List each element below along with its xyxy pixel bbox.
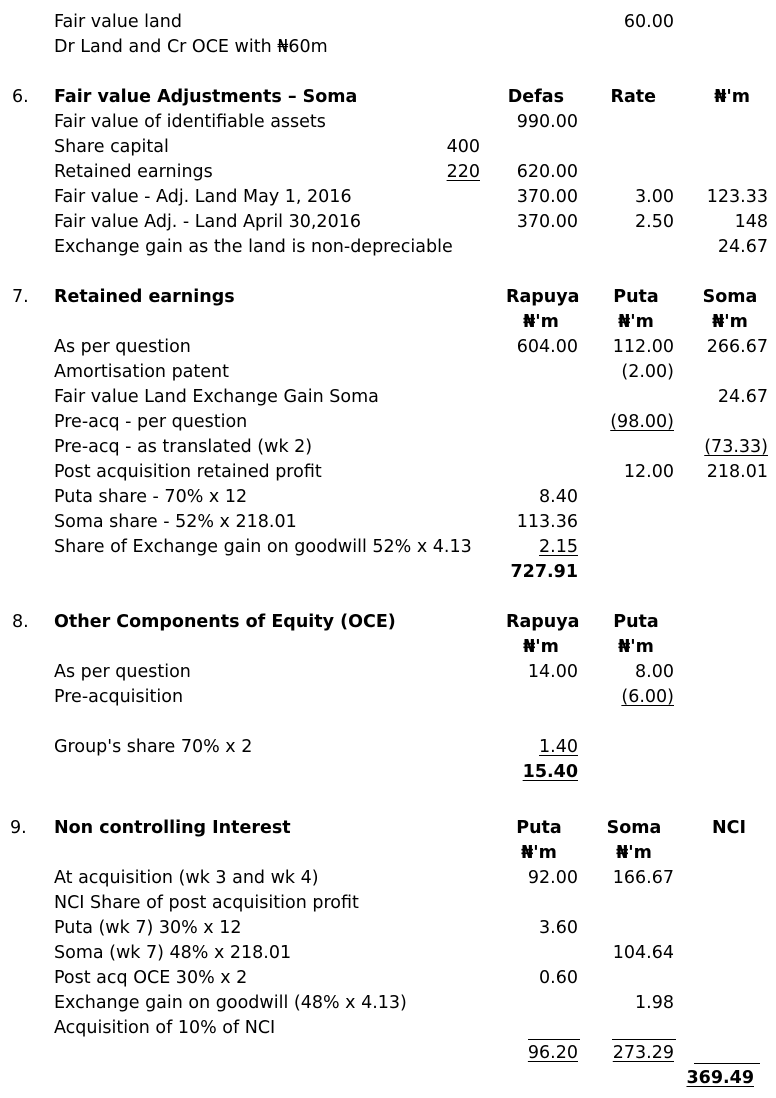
s9-row-label: Acquisition of 10% of NCI: [54, 1018, 276, 1038]
s9-total-soma: 273.29: [612, 1043, 674, 1063]
s6-row-label: Fair value Adj. - Land April 30,2016: [54, 212, 361, 232]
s7-unit-puta: ₦'m: [618, 312, 654, 332]
s6-head-rate: Rate: [610, 87, 656, 107]
s7-row-label: Amortisation patent: [54, 362, 229, 382]
section-6-title: Fair value Adjustments – Soma: [54, 87, 358, 107]
s6-row-label: Exchange gain as the land is non-depreciable: [54, 237, 453, 257]
s7-row-label: Post acquisition retained profit: [54, 462, 322, 482]
s9-head-puta: Puta: [516, 818, 562, 838]
s6-row-nm: 24.67: [717, 237, 768, 257]
s8-row-label: As per question: [54, 662, 191, 682]
s7-row-rapuya: 2.15: [539, 537, 578, 557]
s6-row-label: Retained earnings: [54, 162, 213, 182]
s7-row-soma: (73.33): [704, 437, 768, 457]
s9-unit-soma: ₦'m: [616, 843, 652, 863]
s6-row-defas: 370.00: [516, 187, 578, 207]
fair-value-land-label: Fair value land: [54, 12, 182, 32]
s7-row-label: Share of Exchange gain on goodwill 52% x 4.13: [54, 537, 472, 557]
s8-row-puta: 8.00: [635, 662, 674, 682]
s9-head-nci: NCI: [711, 818, 746, 838]
s7-head-puta: Puta: [613, 287, 659, 307]
s8-total: 15.40: [522, 762, 578, 782]
s9-row-label: Exchange gain on goodwill (48% x 4.13): [54, 993, 407, 1013]
s8-row-label: Group's share 70% x 2: [54, 737, 253, 757]
s9-row-soma: 166.67: [612, 868, 674, 888]
s7-row-rapuya: 113.36: [516, 512, 578, 532]
s6-row-label: Fair value - Adj. Land May 1, 2016: [54, 187, 352, 207]
s8-row-rapuya: 14.00: [527, 662, 578, 682]
s9-total-nci: 369.49: [686, 1068, 754, 1088]
section-9-title: Non controlling Interest: [54, 818, 291, 838]
s7-row-puta: 12.00: [623, 462, 674, 482]
s6-row-sub: 220: [446, 162, 480, 182]
s7-row-rapuya: 604.00: [516, 337, 578, 357]
section-6-number: 6.: [12, 87, 29, 107]
s6-head-nm: ₦'m: [714, 87, 750, 107]
s7-row-label: Puta share - 70% x 12: [54, 487, 248, 507]
s7-head-rapuya: Rapuya: [506, 287, 580, 307]
section-9-number: 9.: [10, 818, 27, 838]
s8-head-puta: Puta: [613, 612, 659, 632]
s7-row-label: Pre-acq - per question: [54, 412, 248, 432]
s7-unit-rapuya: ₦'m: [523, 312, 559, 332]
s6-row-defas: 620.00: [516, 162, 578, 182]
s6-row-sub: 400: [446, 137, 480, 157]
s9-nci-total-rule: [694, 1063, 760, 1064]
s6-row-nm: 123.33: [706, 187, 768, 207]
s7-row-puta: (2.00): [621, 362, 674, 382]
s8-head-rapuya: Rapuya: [506, 612, 580, 632]
s6-row-nm: 148: [734, 212, 768, 232]
s7-head-soma: Soma: [702, 287, 758, 307]
section-7-title: Retained earnings: [54, 287, 235, 307]
s9-puta-total-rule: [528, 1039, 580, 1040]
s8-row-label: Pre-acquisition: [54, 687, 184, 707]
s7-row-rapuya: 8.40: [539, 487, 578, 507]
s9-row-soma: 104.64: [612, 943, 674, 963]
s9-total-puta: 96.20: [527, 1043, 578, 1063]
s6-row-rate: 3.00: [635, 187, 674, 207]
fair-value-land-value: 60.00: [623, 12, 674, 32]
s7-row-soma: 24.67: [717, 387, 768, 407]
s9-unit-puta: ₦'m: [521, 843, 557, 863]
s7-row-puta: (98.00): [610, 412, 674, 432]
s9-row-label: Post acq OCE 30% x 2: [54, 968, 248, 988]
s7-row-soma: 266.67: [706, 337, 768, 357]
s6-row-label: Share capital: [54, 137, 169, 157]
s8-unit-rapuya: ₦'m: [523, 637, 559, 657]
s7-row-puta: 112.00: [612, 337, 674, 357]
s9-row-puta: 92.00: [527, 868, 578, 888]
s7-unit-soma: ₦'m: [712, 312, 748, 332]
s9-soma-total-rule: [612, 1039, 676, 1040]
s7-row-label: As per question: [54, 337, 191, 357]
s7-row-label: Pre-acq - as translated (wk 2): [54, 437, 313, 457]
s9-row-label: Puta (wk 7) 30% x 12: [54, 918, 242, 938]
s7-row-label: Fair value Land Exchange Gain Soma: [54, 387, 379, 407]
s9-row-label: NCI Share of post acquisition profit: [54, 893, 359, 913]
s8-row-puta: (6.00): [621, 687, 674, 707]
s9-row-puta: 3.60: [539, 918, 578, 938]
section-8-number: 8.: [12, 612, 29, 632]
s9-row-label: At acquisition (wk 3 and wk 4): [54, 868, 319, 888]
s6-row-defas: 990.00: [516, 112, 578, 132]
section-8-title: Other Components of Equity (OCE): [54, 612, 396, 632]
s6-row-label: Fair value of identifiable assets: [54, 112, 326, 132]
s7-row-label: Soma share - 52% x 218.01: [54, 512, 297, 532]
s7-total: 727.91: [510, 562, 578, 582]
s8-unit-puta: ₦'m: [618, 637, 654, 657]
s6-row-defas: 370.00: [516, 212, 578, 232]
s8-row-rapuya: 1.40: [539, 737, 578, 757]
s9-row-label: Soma (wk 7) 48% x 218.01: [54, 943, 292, 963]
s9-row-puta: 0.60: [539, 968, 578, 988]
s9-head-soma: Soma: [606, 818, 662, 838]
s7-row-soma: 218.01: [706, 462, 768, 482]
s6-row-rate: 2.50: [635, 212, 674, 232]
s9-row-soma: 1.98: [635, 993, 674, 1013]
s6-head-defas: Defas: [507, 87, 564, 107]
section-7-number: 7.: [12, 287, 29, 307]
dr-land-note: Dr Land and Cr OCE with ₦60m: [54, 37, 328, 57]
